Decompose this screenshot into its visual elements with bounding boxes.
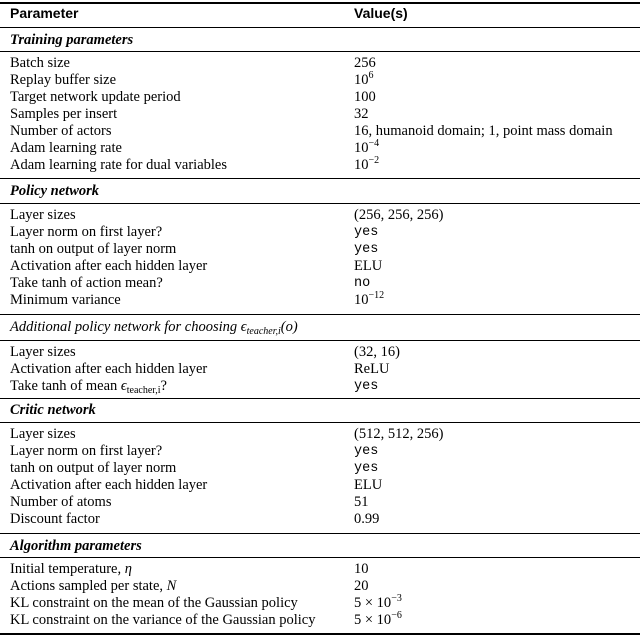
table-row: [0, 72, 640, 89]
value-exponent: −3: [391, 593, 402, 604]
param-value: 32: [354, 106, 369, 122]
param-name-text: Actions sampled per state,: [10, 578, 167, 594]
param-value: (512, 512, 256): [354, 426, 444, 442]
value-exponent: −6: [391, 610, 402, 621]
param-name: Layer norm on first layer?: [10, 443, 163, 459]
param-name: Target network update period: [10, 89, 181, 105]
math-subscript: teacher,i: [246, 326, 281, 337]
math-variable: N: [166, 578, 177, 594]
table-row: [0, 612, 640, 629]
param-name: Layer norm on first layer?: [10, 224, 163, 240]
param-value: 256: [354, 55, 376, 71]
section-rule: [0, 51, 640, 52]
math-symbol: ϵ: [120, 378, 127, 394]
param-value: [354, 292, 384, 309]
param-name-text: on output of layer norm: [34, 460, 177, 476]
section-title-additional: [10, 318, 298, 336]
param-value: ELU: [354, 258, 383, 274]
table-row: [0, 443, 640, 460]
value-base: 10: [354, 157, 369, 173]
table-row: [0, 106, 640, 123]
param-name: Activation after each hidden layer: [10, 361, 208, 377]
value-mantissa: 5 × 10: [354, 612, 392, 628]
param-name: Activation after each hidden layer: [10, 477, 208, 493]
param-name: Samples per insert: [10, 106, 118, 122]
param-value: [354, 612, 402, 629]
table-row: [0, 89, 640, 106]
param-value: 51: [354, 494, 369, 510]
param-name: [10, 561, 132, 578]
param-name: Layer sizes: [10, 207, 76, 223]
table-row: [0, 494, 640, 511]
table-row: [0, 207, 640, 224]
table-row: [0, 511, 640, 528]
table-row: [0, 344, 640, 361]
param-value: ELU: [354, 477, 383, 493]
param-name: Adam learning rate for dual variables: [10, 157, 228, 173]
param-name: [10, 460, 176, 477]
table-row: [0, 140, 640, 157]
section-title-critic: Critic network: [10, 402, 96, 418]
section-rule: [0, 203, 640, 204]
param-value: [354, 157, 379, 174]
param-value: yes: [354, 379, 379, 394]
param-name: Layer sizes: [10, 426, 76, 442]
value-exponent: −4: [368, 138, 380, 149]
table-row: [0, 595, 640, 612]
section-title-policy: Policy network: [10, 183, 100, 199]
math-fn: tanh: [10, 460, 35, 476]
value-exponent: 6: [368, 70, 374, 81]
param-value: 100: [354, 89, 376, 105]
bottom-rule: [0, 633, 640, 635]
table-row: [0, 224, 640, 241]
section-title-algorithm: Algorithm parameters: [10, 538, 142, 554]
param-value: (32, 16): [354, 344, 400, 360]
param-name-text: of mean: [66, 378, 121, 394]
param-name: [10, 378, 167, 395]
table-row: [0, 378, 640, 395]
param-name: [10, 275, 163, 292]
table-row: [0, 55, 640, 72]
section-title-text: Additional policy network for choosing: [10, 319, 241, 335]
table-row: [0, 157, 640, 174]
table-row: [0, 258, 640, 275]
header-values: Value(s): [354, 5, 408, 21]
param-value: yes: [354, 461, 379, 476]
math-fn: tanh: [10, 241, 35, 257]
param-name-text: ?: [160, 378, 167, 394]
param-name: Number of atoms: [10, 494, 112, 510]
param-value: 0.99: [354, 511, 380, 527]
param-name-text: Take: [10, 378, 42, 394]
header-parameter: Parameter: [10, 5, 79, 21]
param-value: 20: [354, 578, 369, 594]
param-value: (256, 256, 256): [354, 207, 444, 223]
param-value: yes: [354, 444, 379, 459]
value-exponent: −2: [368, 155, 380, 166]
math-fn: tanh: [41, 275, 67, 291]
section-title-training: Training parameters: [10, 32, 134, 48]
param-value: yes: [354, 225, 379, 240]
param-name: [10, 578, 176, 595]
param-name-text: on output of layer norm: [34, 241, 177, 257]
table-row: [0, 123, 640, 140]
param-value: no: [354, 276, 371, 291]
table-row: [0, 460, 640, 477]
param-name: Batch size: [10, 55, 70, 71]
param-name: Layer sizes: [10, 344, 76, 360]
table-row: [0, 477, 640, 494]
param-name-text: Take: [10, 275, 42, 291]
table-row: [0, 292, 640, 309]
math-variable: η: [124, 561, 132, 577]
section-rule: [0, 314, 640, 315]
math-symbol: ϵ: [240, 319, 247, 335]
math-argument: (o): [280, 319, 298, 335]
value-base: 10: [354, 72, 369, 88]
value-mantissa: 5 × 10: [354, 595, 392, 611]
param-name: Minimum variance: [10, 292, 121, 308]
section-rule: [0, 422, 640, 423]
table-row: [0, 426, 640, 443]
param-name-text: of action mean?: [66, 275, 163, 291]
math-subscript: teacher,i: [126, 385, 161, 396]
param-value: [354, 72, 374, 89]
section-rule: [0, 533, 640, 534]
section-rule: [0, 557, 640, 558]
table-row: [0, 561, 640, 578]
value-base: 10: [354, 292, 369, 308]
header-rule: [0, 27, 640, 28]
param-name: Activation after each hidden layer: [10, 258, 208, 274]
param-name: KL constraint on the variance of the Gaussian policy: [10, 612, 316, 628]
param-name: Replay buffer size: [10, 72, 117, 88]
table-row: [0, 361, 640, 378]
param-name: Discount factor: [10, 511, 100, 527]
table-row: [0, 578, 640, 595]
param-value: 10: [354, 561, 369, 577]
section-rule: [0, 340, 640, 341]
param-name: Number of actors: [10, 123, 112, 139]
param-name-text: Initial temperature,: [10, 561, 125, 577]
top-rule: [0, 2, 640, 4]
math-fn: tanh: [41, 378, 67, 394]
param-name: KL constraint on the mean of the Gaussian policy: [10, 595, 298, 611]
section-rule: [0, 178, 640, 179]
param-value: yes: [354, 242, 379, 257]
table-row: [0, 275, 640, 292]
param-name: Adam learning rate: [10, 140, 122, 156]
value-exponent: −12: [368, 290, 385, 301]
section-rule: [0, 398, 640, 399]
param-value: ReLU: [354, 361, 390, 377]
value-base: 10: [354, 140, 369, 156]
table-row: [0, 241, 640, 258]
param-name: [10, 241, 176, 258]
param-value: 16, humanoid domain; 1, point mass domain: [354, 123, 613, 139]
